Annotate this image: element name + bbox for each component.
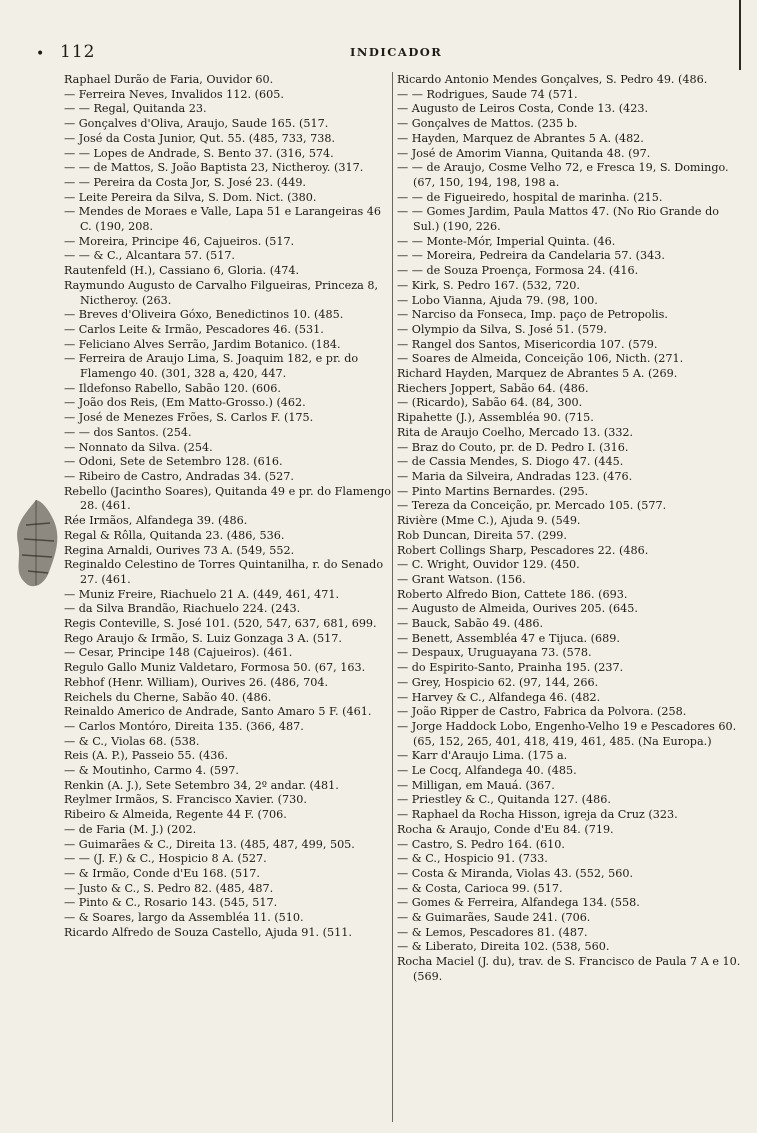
directory-entry: — José de Menezes Frões, S. Carlos F. (175. — [64, 411, 314, 425]
directory-entry: — Ferreira de Araujo Lima, S. Joaquim 182, e pr. do Flamengo 40. (301, 328 a, 420, 447. — [64, 352, 359, 381]
directory-entry: — & C., Hospicio 91. (733. — [397, 852, 548, 866]
directory-entry: — — & C., Alcantara 57. (517. — [64, 249, 235, 263]
directory-entry: — Pinto & C., Rosario 143. (545, 517. — [64, 896, 278, 910]
directory-entry: Reylmer Irmãos, S. Francisco Xavier. (730. — [64, 793, 307, 807]
directory-entry: — Odoni, Sete de Setembro 128. (616. — [64, 455, 283, 469]
directory-entry: — Gonçalves de Mattos. (235 b. — [397, 117, 578, 131]
directory-entry: — de Faria (M. J.) (202. — [64, 822, 197, 836]
directory-entry: — Feliciano Alves Serrão, Jardim Botanico. (184. — [64, 337, 341, 351]
directory-entry: — & Irmão, Conde d'Eu 168. (517. — [64, 866, 260, 880]
directory-entry: — Castro, S. Pedro 164. (610. — [397, 837, 565, 851]
directory-entry: — — de Figueiredo, hospital de marinha. (215. — [397, 190, 663, 204]
directory-entry: Rego Araujo & Irmão, S. Luiz Gonzaga 3 A. (517. — [64, 631, 342, 645]
directory-entry: — C. Wright, Ouvidor 129. (450. — [397, 558, 580, 572]
directory-entry: — — Monte-Mór, Imperial Quinta. (46. — [397, 234, 616, 248]
directory-entry: — Milligan, em Mauá. (367. — [397, 778, 555, 792]
directory-entry: — Guimarães & C., Direita 13. (485, 487, 499, 505. — [64, 837, 355, 851]
left-column — [64, 73, 394, 940]
directory-entry: — Ildefonso Rabello, Sabão 120. (606. — [64, 381, 281, 395]
directory-entry: — — de Souza Proença, Formosa 24. (416. — [397, 264, 639, 278]
directory-entry: — Mendes de Moraes e Valle, Lapa 51 e Larangeiras 46 C. (190, 208. — [64, 205, 382, 234]
directory-entry: Ricardo Antonio Mendes Gonçalves, S. Pedro 49. (486. — [397, 73, 708, 86]
directory-entry: — Karr d'Araujo Lima. (175 a. — [397, 749, 568, 763]
directory-entry: — Bauck, Sabão 49. (486. — [397, 617, 544, 631]
directory-entry: — Breves d'Oliveira Góxo, Benedictinos 10. (485. — [64, 308, 344, 322]
directory-entry: Roberto Alfredo Bion, Cattete 186. (693. — [397, 587, 628, 601]
directory-entry: — — Moreira, Pedreira da Candelaria 57. (343. — [397, 249, 665, 263]
directory-entry: — Augusto de Almeida, Ourives 205. (645. — [397, 602, 638, 616]
directory-entry: Rita de Araujo Coelho, Mercado 13. (332. — [397, 425, 634, 439]
directory-entry: Rivière (Mme C.), Ajuda 9. (549. — [397, 514, 581, 528]
directory-entry: — Lobo Vianna, Ajuda 79. (98, 100. — [397, 293, 598, 307]
directory-entry: — Cesar, Principe 148 (Cajueiros). (461. — [64, 646, 293, 660]
directory-entry: — — Gomes Jardim, Paula Mattos 47. (No Rio Grande do Sul.) (190, 226. — [397, 205, 719, 234]
directory-entry: — & Lemos, Pescadores 81. (487. — [397, 925, 588, 939]
directory-entry: — — (J. F.) & C., Hospicio 8 A. (527. — [64, 852, 267, 866]
directory-entry: — Benett, Assembléa 47 e Tijuca. (689. — [397, 631, 620, 645]
directory-entry: — Gomes & Ferreira, Alfandega 134. (558. — [397, 896, 640, 910]
directory-entry: Regal & Rôlla, Quitanda 23. (486, 536. — [64, 528, 285, 542]
directory-entry: Reinaldo Americo de Andrade, Santo Amaro 5 F. (461. — [64, 705, 372, 719]
directory-entry: — Olympio da Silva, S. José 51. (579. — [397, 322, 607, 336]
directory-entry: Rocha Maciel (J. du), trav. de S. Francisco de Paula 7 A e 10. (569. — [397, 955, 741, 983]
running-head: INDICADOR — [350, 45, 443, 59]
directory-entry: Regis Conteville, S. José 101. (520, 547, 637, 681, 699. — [64, 617, 377, 631]
directory-entry: — de Cassia Mendes, S. Diogo 47. (445. — [397, 455, 624, 469]
directory-entry: — (Ricardo), Sabão 64. (84, 300. — [397, 396, 583, 410]
directory-entry: — Soares de Almeida, Conceição 106, Nicth. (271. — [397, 352, 684, 366]
directory-entry: Raymundo Augusto de Carvalho Filgueiras, Princeza 8, Nictheroy. (263. — [64, 278, 378, 307]
directory-entry: — Harvey & C., Alfandega 46. (482. — [397, 690, 601, 704]
directory-entry: — Justo & C., S. Pedro 82. (485, 487. — [64, 881, 274, 895]
directory-entry: — & Costa, Carioca 99. (517. — [397, 881, 563, 895]
directory-entry: — & Liberato, Direita 102. (538, 560. — [397, 940, 610, 954]
directory-entry: — Jorge Haddock Lobo, Engenho-Velho 19 e Pescadores 60. (65, 152, 265, 401, 418, 419, 461, 485. (Na Europa.) — [397, 719, 737, 748]
directory-entry: — — dos Santos. (254. — [64, 425, 192, 439]
directory-entry: — José de Amorim Vianna, Quitanda 48. (97. — [397, 146, 651, 160]
directory-entry: — Raphael da Rocha Hisson, igreja da Cruz (323. — [397, 808, 678, 822]
directory-entry: — Ferreira Neves, Invalidos 112. (605. — [64, 87, 284, 101]
directory-entry: — Maria da Silveira, Andradas 123. (476. — [397, 469, 633, 483]
margin-mark: • — [36, 46, 45, 62]
directory-entry: Robert Collings Sharp, Pescadores 22. (486. — [397, 543, 649, 557]
directory-entry: Reginaldo Celestino de Torres Quintanilha, r. do Senado 27. (461. — [64, 558, 384, 586]
directory-entry: Rob Duncan, Direita 57. (299. — [397, 528, 567, 542]
directory-entry: Regina Arnaldi, Ourives 73 A. (549, 552. — [64, 543, 295, 557]
directory-entry: Rebhof (Henr. William), Ourives 26. (486, 704. — [64, 675, 329, 689]
directory-entry: — — Regal, Quitanda 23. — [64, 102, 207, 116]
directory-entry: Rocha & Araujo, Conde d'Eu 84. (719. — [397, 822, 614, 836]
directory-entry: — & Moutinho, Carmo 4. (597. — [64, 764, 239, 778]
right-column — [397, 73, 745, 985]
directory-entry: Reis (A. P.), Passeio 55. (436. — [64, 749, 229, 763]
directory-entry: — — Rodrigues, Saude 74 (571. — [397, 87, 578, 101]
directory-entry: — Augusto de Leiros Costa, Conde 13. (423. — [397, 102, 649, 116]
directory-entry: — Moreira, Principe 46, Cajueiros. (517. — [64, 234, 295, 248]
directory-entry: — & Guimarães, Saude 241. (706. — [397, 911, 591, 925]
directory-entry: — Carlos Leite & Irmão, Pescadores 46. (531. — [64, 322, 324, 336]
directory-entry: — Ribeiro de Castro, Andradas 34. (527. — [64, 469, 294, 483]
directory-entry: — Kirk, S. Pedro 167. (532, 720. — [397, 278, 580, 292]
directory-entry: Reichels du Cherne, Sabão 40. (486. — [64, 690, 272, 704]
directory-entry: Ribeiro & Almeida, Regente 44 F. (706. — [64, 808, 287, 822]
directory-entry: — Hayden, Marquez de Abrantes 5 A. (482. — [397, 131, 644, 145]
directory-entry: — & Soares, largo da Assembléa 11. (510. — [64, 911, 304, 925]
directory-entry: — Despaux, Uruguayana 73. (578. — [397, 646, 592, 660]
page-number: 112 — [60, 42, 96, 62]
directory-entry: Rebello (Jacintho Soares), Quitanda 49 e pr. do Flamengo 28. (461. — [64, 484, 391, 513]
directory-entry: — José da Costa Junior, Qut. 55. (485, 733, 738. — [64, 131, 336, 145]
directory-entry: — — Lopes de Andrade, S. Bento 37. (316, 574. — [64, 146, 334, 160]
directory-entry: — da Silva Brandão, Riachuelo 224. (243. — [64, 602, 301, 616]
directory-entry: Regulo Gallo Muniz Valdetaro, Formosa 50. (67, 163. — [64, 661, 366, 675]
directory-entry: — Le Cocq, Alfandega 40. (485. — [397, 764, 577, 778]
page-header — [60, 42, 740, 64]
directory-entry: — — Pereira da Costa Jor, S. José 23. (449. — [64, 175, 306, 189]
directory-entry: Raphael Durão de Faria, Ouvidor 60. — [64, 73, 274, 86]
ink-stain-illustration — [6, 495, 66, 590]
directory-entry: — João Ripper de Castro, Fabrica da Polvora. (258. — [397, 705, 687, 719]
directory-entry: — — de Araujo, Cosme Velho 72, e Fresca 19, S. Domingo. (67, 150, 194, 198, 198 a. — [397, 161, 729, 189]
directory-entry: Renkin (A. J.), Sete Setembro 34, 2º andar. (481. — [64, 778, 339, 792]
directory-entry: — João dos Reis, (Em Matto-Grosso.) (462. — [64, 396, 306, 410]
directory-entry: — Braz do Couto, pr. de D. Pedro I. (316. — [397, 440, 629, 454]
directory-entry: Riechers Joppert, Sabão 64. (486. — [397, 381, 589, 395]
directory-entry: — do Espirito-Santo, Prainha 195. (237. — [397, 661, 624, 675]
directory-entry: — Gonçalves d'Oliva, Araujo, Saude 165. (517. — [64, 117, 329, 131]
directory-entry: — — de Mattos, S. João Baptista 23, Nictheroy. (317. — [64, 161, 364, 175]
directory-entry: — Nonnato da Silva. (254. — [64, 440, 213, 454]
directory-entry: — Muniz Freire, Riachuelo 21 A. (449, 461, 471. — [64, 587, 340, 601]
directory-entry: — Carlos Montóro, Direita 135. (366, 487. — [64, 719, 304, 733]
directory-entry: — Pinto Martins Bernardes. (295. — [397, 484, 589, 498]
directory-entry: — Costa & Miranda, Violas 43. (552, 560. — [397, 866, 634, 880]
directory-entry: — Rangel dos Santos, Misericordia 107. (579. — [397, 337, 658, 351]
directory-entry: — Grey, Hospicio 62. (97, 144, 266. — [397, 675, 599, 689]
directory-entry: Rée Irmãos, Alfandega 39. (486. — [64, 514, 248, 528]
directory-entry: — Tereza da Conceição, pr. Mercado 105. (577. — [397, 499, 667, 513]
directory-entry: Richard Hayden, Marquez de Abrantes 5 A. (269. — [397, 367, 678, 381]
directory-entry: — Priestley & C., Quitanda 127. (486. — [397, 793, 611, 807]
directory-entry: — Grant Watson. (156. — [397, 572, 526, 586]
directory-entry: — Leite Pereira da Silva, S. Dom. Nict. (380. — [64, 190, 317, 204]
directory-entry: — Narciso da Fonseca, Imp. paço de Petropolis. — [397, 308, 668, 322]
directory-entry: — & C., Violas 68. (538. — [64, 734, 200, 748]
directory-entry: Ripahette (J.), Assembléa 90. (715. — [397, 411, 594, 425]
directory-entry: Ricardo Alfredo de Souza Castello, Ajuda 91. (511. — [64, 925, 352, 939]
directory-entry: Rautenfeld (H.), Cassiano 6, Gloria. (474. — [64, 264, 300, 278]
